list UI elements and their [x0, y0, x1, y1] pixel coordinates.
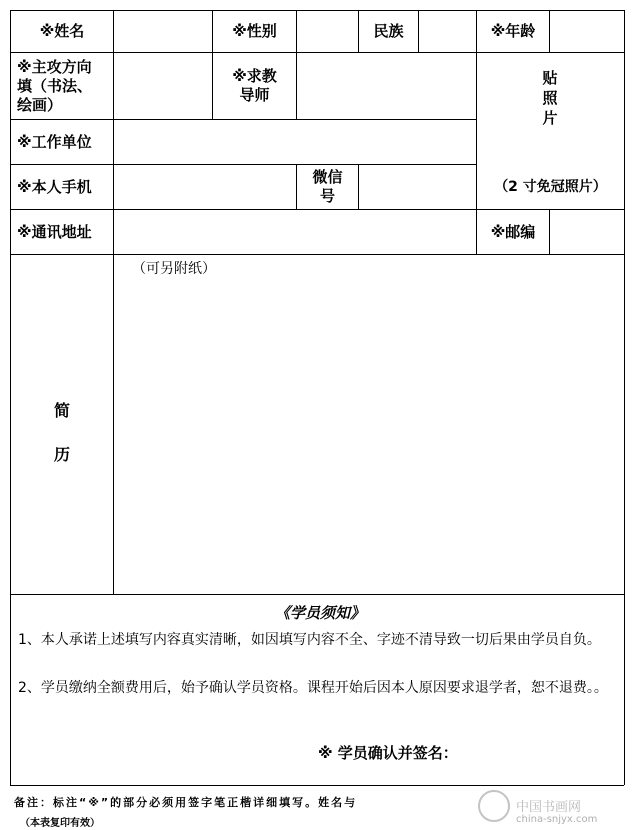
table-border-right	[624, 10, 625, 785]
row-divider	[10, 594, 624, 595]
watermark-logo-icon	[478, 790, 510, 822]
name-field[interactable]	[114, 11, 212, 52]
age-label: ※年龄	[490, 22, 536, 40]
address-label: ※通讯地址	[17, 222, 92, 241]
resume-field[interactable]	[114, 255, 624, 594]
wechat-label: 微信 号	[312, 168, 343, 205]
age-field[interactable]	[550, 11, 624, 52]
footer-remark: 备注：标注“※”的部分必须用签字笔正楷详细填写。姓名与	[14, 796, 358, 809]
resume-label: 简 历	[53, 401, 70, 464]
photo-label: 贴 照 片	[542, 69, 558, 127]
resume-hint: （可另附纸）	[132, 261, 216, 277]
notice-item-2: 2、学员缴纳全额费用后，始予确认学员资格。课程开始后因本人原因要求退学者，恕不退费。。	[18, 680, 608, 696]
wechat-field[interactable]	[359, 165, 476, 209]
mentor-field[interactable]	[297, 53, 476, 119]
ethnicity-field[interactable]	[419, 11, 476, 52]
address-field[interactable]	[114, 210, 476, 254]
signature-field[interactable]	[470, 738, 620, 764]
name-label: ※姓名	[39, 22, 85, 40]
watermark-text: 中国书画网	[516, 800, 582, 815]
signature-label: ※ 学员确认并签名：	[318, 744, 458, 762]
phone-field[interactable]	[114, 165, 296, 209]
footer-copy-note: （本表复印有效）	[20, 818, 100, 829]
photo-size-note: （2 寸免冠照片）	[494, 179, 607, 195]
mentor-label: ※求教 导师	[232, 67, 277, 104]
ethnicity-label: 民族	[373, 22, 404, 40]
notice-title: 《学员须知》	[274, 604, 365, 622]
table-border-bottom	[10, 785, 624, 786]
gender-field[interactable]	[297, 11, 358, 52]
phone-label: ※本人手机	[17, 177, 92, 196]
watermark-url: china-snjyx.com	[516, 814, 598, 825]
notice-item-1: 1、本人承诺上述填写内容真实清晰，如因填写内容不全、字迹不清导致一切后果由学员自负。	[18, 632, 601, 648]
postcode-label: ※邮编	[490, 222, 536, 241]
work-unit-field[interactable]	[114, 120, 476, 164]
major-field[interactable]	[114, 53, 212, 119]
postcode-field[interactable]	[550, 210, 624, 254]
major-label: ※主攻方向 填（书法、 绘画）	[17, 57, 93, 114]
gender-label: ※性别	[232, 22, 277, 40]
work-unit-label: ※工作单位	[17, 132, 92, 151]
